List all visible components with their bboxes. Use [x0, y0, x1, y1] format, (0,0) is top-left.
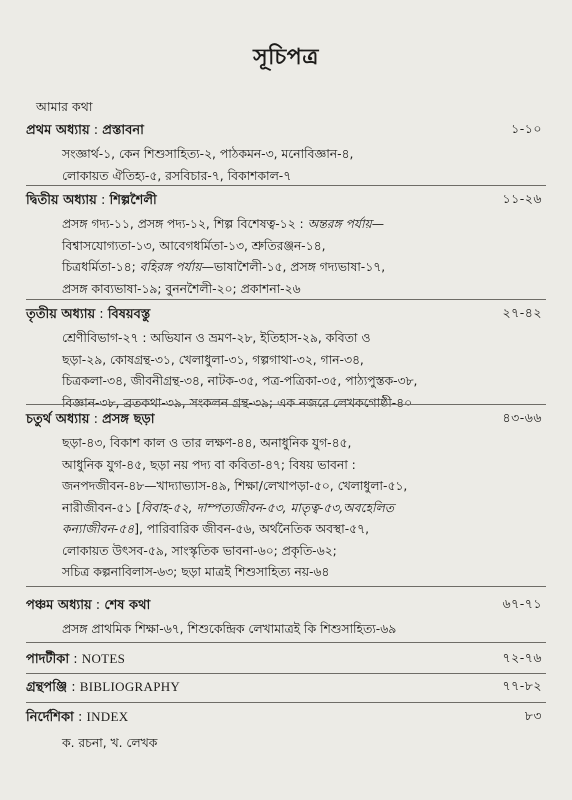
notes-english: NOTES	[81, 651, 126, 666]
bibliography-separator: :	[67, 680, 80, 695]
chapter-1-topics	[62, 144, 542, 187]
chapter-1-separator: :	[89, 123, 103, 138]
bibliography-label: গ্রন্থপঞ্জি	[26, 680, 68, 695]
chapter-4-line-3: জনপদজীবন-৪৮—খাদ্যাভ্যাস-৪৯, শিক্ষা/লেখাপড়া-৫০, খেলাধুলা-৫১,	[62, 479, 408, 493]
chapter-3-separator: :	[95, 307, 108, 322]
chapter-2-line-3	[62, 257, 542, 279]
notes-label: পাদটীকা	[26, 652, 70, 667]
index-heading	[26, 708, 542, 728]
chapter-4-girl-life: কন্যাজীবন-৫৪	[62, 522, 135, 536]
chapter-5-line-1: প্রসঙ্গ প্রাথমিক শিক্ষা-৬৭, শিশুকেন্দ্রিক লেখামাত্রই কি শিশুসাহিত্য-৬৯	[62, 622, 397, 636]
divider	[26, 299, 546, 300]
chapter-4-pages: ৪৩-৬৬	[502, 410, 542, 425]
chapter-4-line-6: লোকায়ত উৎসব-৫৯, সাংস্কৃতিক ভাবনা-৬০; প্রকৃতি-৬২;	[62, 543, 337, 558]
index-english: INDEX	[86, 709, 129, 724]
chapter-2-heading	[26, 191, 542, 211]
chapter-2-line-1	[62, 214, 542, 236]
index-subsections: ক. রচনা, খ. লেখক	[62, 736, 158, 750]
divider	[26, 404, 546, 405]
chapter-4-topics	[62, 433, 542, 584]
notes-pages: ৭২-৭৬	[502, 650, 542, 665]
chapter-4	[26, 410, 542, 584]
chapter-2-line-1-text: প্রসঙ্গ গদ্য-১১, প্রসঙ্গ পদ্য-১২, শিল্প বিশেষত্ব-১২ :	[62, 217, 308, 231]
chapter-2-pages: ১১-২৬	[502, 191, 542, 206]
chapter-5-topics	[62, 619, 542, 641]
chapter-1-heading	[26, 121, 542, 141]
chapter-2-label: দ্বিতীয় অধ্যায়	[26, 193, 97, 208]
chapter-1	[26, 121, 542, 187]
chapter-2	[26, 191, 542, 300]
notes-separator: :	[69, 652, 82, 667]
chapter-4-heading	[26, 410, 542, 430]
chapter-3-line-3: চিত্রকলা-৩৪, জীবনীগ্রন্থ-৩৪, নাটক-৩৫, পত্র-পত্রিকা-৩৫, পাঠ্যপুস্তক-৩৮,	[62, 374, 418, 388]
chapter-3-pages: ২৭-৪২	[502, 305, 542, 320]
chapter-3-topics	[62, 328, 542, 414]
chapter-3-name: বিষয়বস্তু	[107, 307, 151, 322]
chapter-2-line-3-text: চিত্রধর্মিতা-১৪;	[62, 260, 140, 274]
bibliography-english: BIBLIOGRAPHY	[79, 679, 181, 694]
chapter-5-name: শেষ কথা	[104, 598, 151, 613]
divider	[26, 185, 546, 186]
chapter-4-line-1: ছড়া-৪৩, বিকাশ কাল ও তার লক্ষণ-৪৪, অনাধুনিক যুগ-৪৫,	[62, 436, 352, 450]
divider	[26, 673, 546, 674]
page-title: সূচিপত্র	[253, 45, 319, 70]
chapter-4-line-4-text: নারীজীবন-৫১ [	[62, 500, 141, 515]
chapter-4-line-5	[62, 519, 542, 541]
chapter-1-label: প্রথম অধ্যায়	[26, 123, 90, 138]
chapter-4-label: চতুর্থ অধ্যায়	[26, 412, 90, 427]
chapter-4-name: প্রসঙ্গ ছড়া	[102, 412, 155, 427]
intro-entry: আমার কথা	[36, 99, 93, 114]
chapter-5-separator: :	[91, 598, 105, 613]
chapter-3-line-1: শ্রেণীবিভাগ-২৭ : অভিযান ও ভ্রমণ-২৮, ইতিহাস-২৯, কবিতা ও	[62, 331, 371, 345]
chapter-5-label: পঞ্চম অধ্যায়	[26, 598, 92, 613]
bibliography-pages: ৭৭-৮২	[502, 678, 542, 693]
divider	[26, 642, 546, 643]
divider	[26, 702, 546, 703]
chapter-5-pages: ৬৭-৭১	[502, 596, 542, 611]
chapter-4-line-7: সচিত্র কল্পনাবিলাস-৬৩; ছড়া মাত্রই শিশুসাহিত্য নয়-৬৪	[62, 565, 330, 579]
chapter-2-line-3-rest: —ভাষাশৈলী-১৫, প্রসঙ্গ গদ্যভাষা-১৭,	[201, 260, 386, 274]
chapter-4-separator: :	[89, 412, 103, 427]
index-topics	[62, 733, 542, 755]
chapter-5-heading	[26, 596, 542, 616]
notes-heading	[26, 650, 542, 670]
chapter-3-heading	[26, 305, 542, 325]
chapter-2-topics	[62, 214, 542, 300]
chapter-2-outer-phase: বহিরঙ্গ পর্যায়	[139, 260, 202, 274]
chapter-4-line-5-rest: ], পারিবারিক জীবন-৫৬, অর্থনৈতিক অবস্থা-৫৭,	[134, 522, 370, 536]
index-label: নির্দেশিকা	[26, 710, 74, 725]
chapter-3-label: তৃতীয় অধ্যায়	[26, 307, 96, 322]
bibliography-heading	[26, 678, 542, 698]
index-pages: ৮৩	[524, 708, 542, 723]
chapter-2-inner-phase: অন্তরঙ্গ পর্যায়—	[307, 217, 385, 231]
chapter-1-name: প্রস্তাবনা	[102, 123, 144, 138]
chapter-2-line-2: বিশ্বাসযোগ্যতা-১৩, আবেগধর্মিতা-১৩, শ্রুতিরঞ্জন-১৪,	[62, 238, 326, 253]
index-entry	[26, 708, 542, 755]
chapter-5	[26, 596, 542, 641]
chapter-4-line-4	[62, 498, 542, 520]
chapter-2-name: শিল্পশৈলী	[109, 193, 157, 208]
chapter-4-line-2: আধুনিক যুগ-৪৫, ছড়া নয় পদ্য বা কবিতা-৪৭; বিষয় ভাবনা :	[62, 457, 356, 472]
chapter-1-pages: ১-১০	[511, 121, 542, 136]
chapter-2-line-4: প্রসঙ্গ কাব্যভাষা-১৯; বুননশৈলী-২০; প্রকাশনা-২৬	[62, 281, 301, 296]
index-separator: :	[73, 710, 87, 725]
chapter-1-line-2: লোকায়ত ঐতিহ্য-৫, রসবিচার-৭, বিকাশকাল-৭	[62, 168, 292, 183]
chapter-2-separator: :	[96, 193, 110, 208]
chapter-3	[26, 305, 542, 414]
chapter-1-line-1: সংজ্ঞার্থ-১, কেন শিশুসাহিত্য-২, পাঠকমন-৩, মনোবিজ্ঞান-৪,	[62, 147, 354, 161]
chapter-3-line-2: ছড়া-২৯, কোষগ্রন্থ-৩১, খেলাধুলা-৩১, গল্পগাথা-৩২, গান-৩৪,	[62, 352, 364, 367]
bibliography-entry	[26, 678, 542, 698]
divider	[26, 586, 546, 587]
chapter-3-line-4: বিজ্ঞান-৩৮, ব্রতকথা-৩৯, সংকলন গ্রন্থ-৩৯; এক নজরে লেখকগোষ্ঠী-৪০	[62, 395, 413, 410]
chapter-4-women-topics: বিবাহ-৫২, দাম্পত্যজীবন-৫৩, মাতৃত্ব-৫৩,অবহেলিত	[141, 500, 394, 515]
notes-entry	[26, 650, 542, 670]
